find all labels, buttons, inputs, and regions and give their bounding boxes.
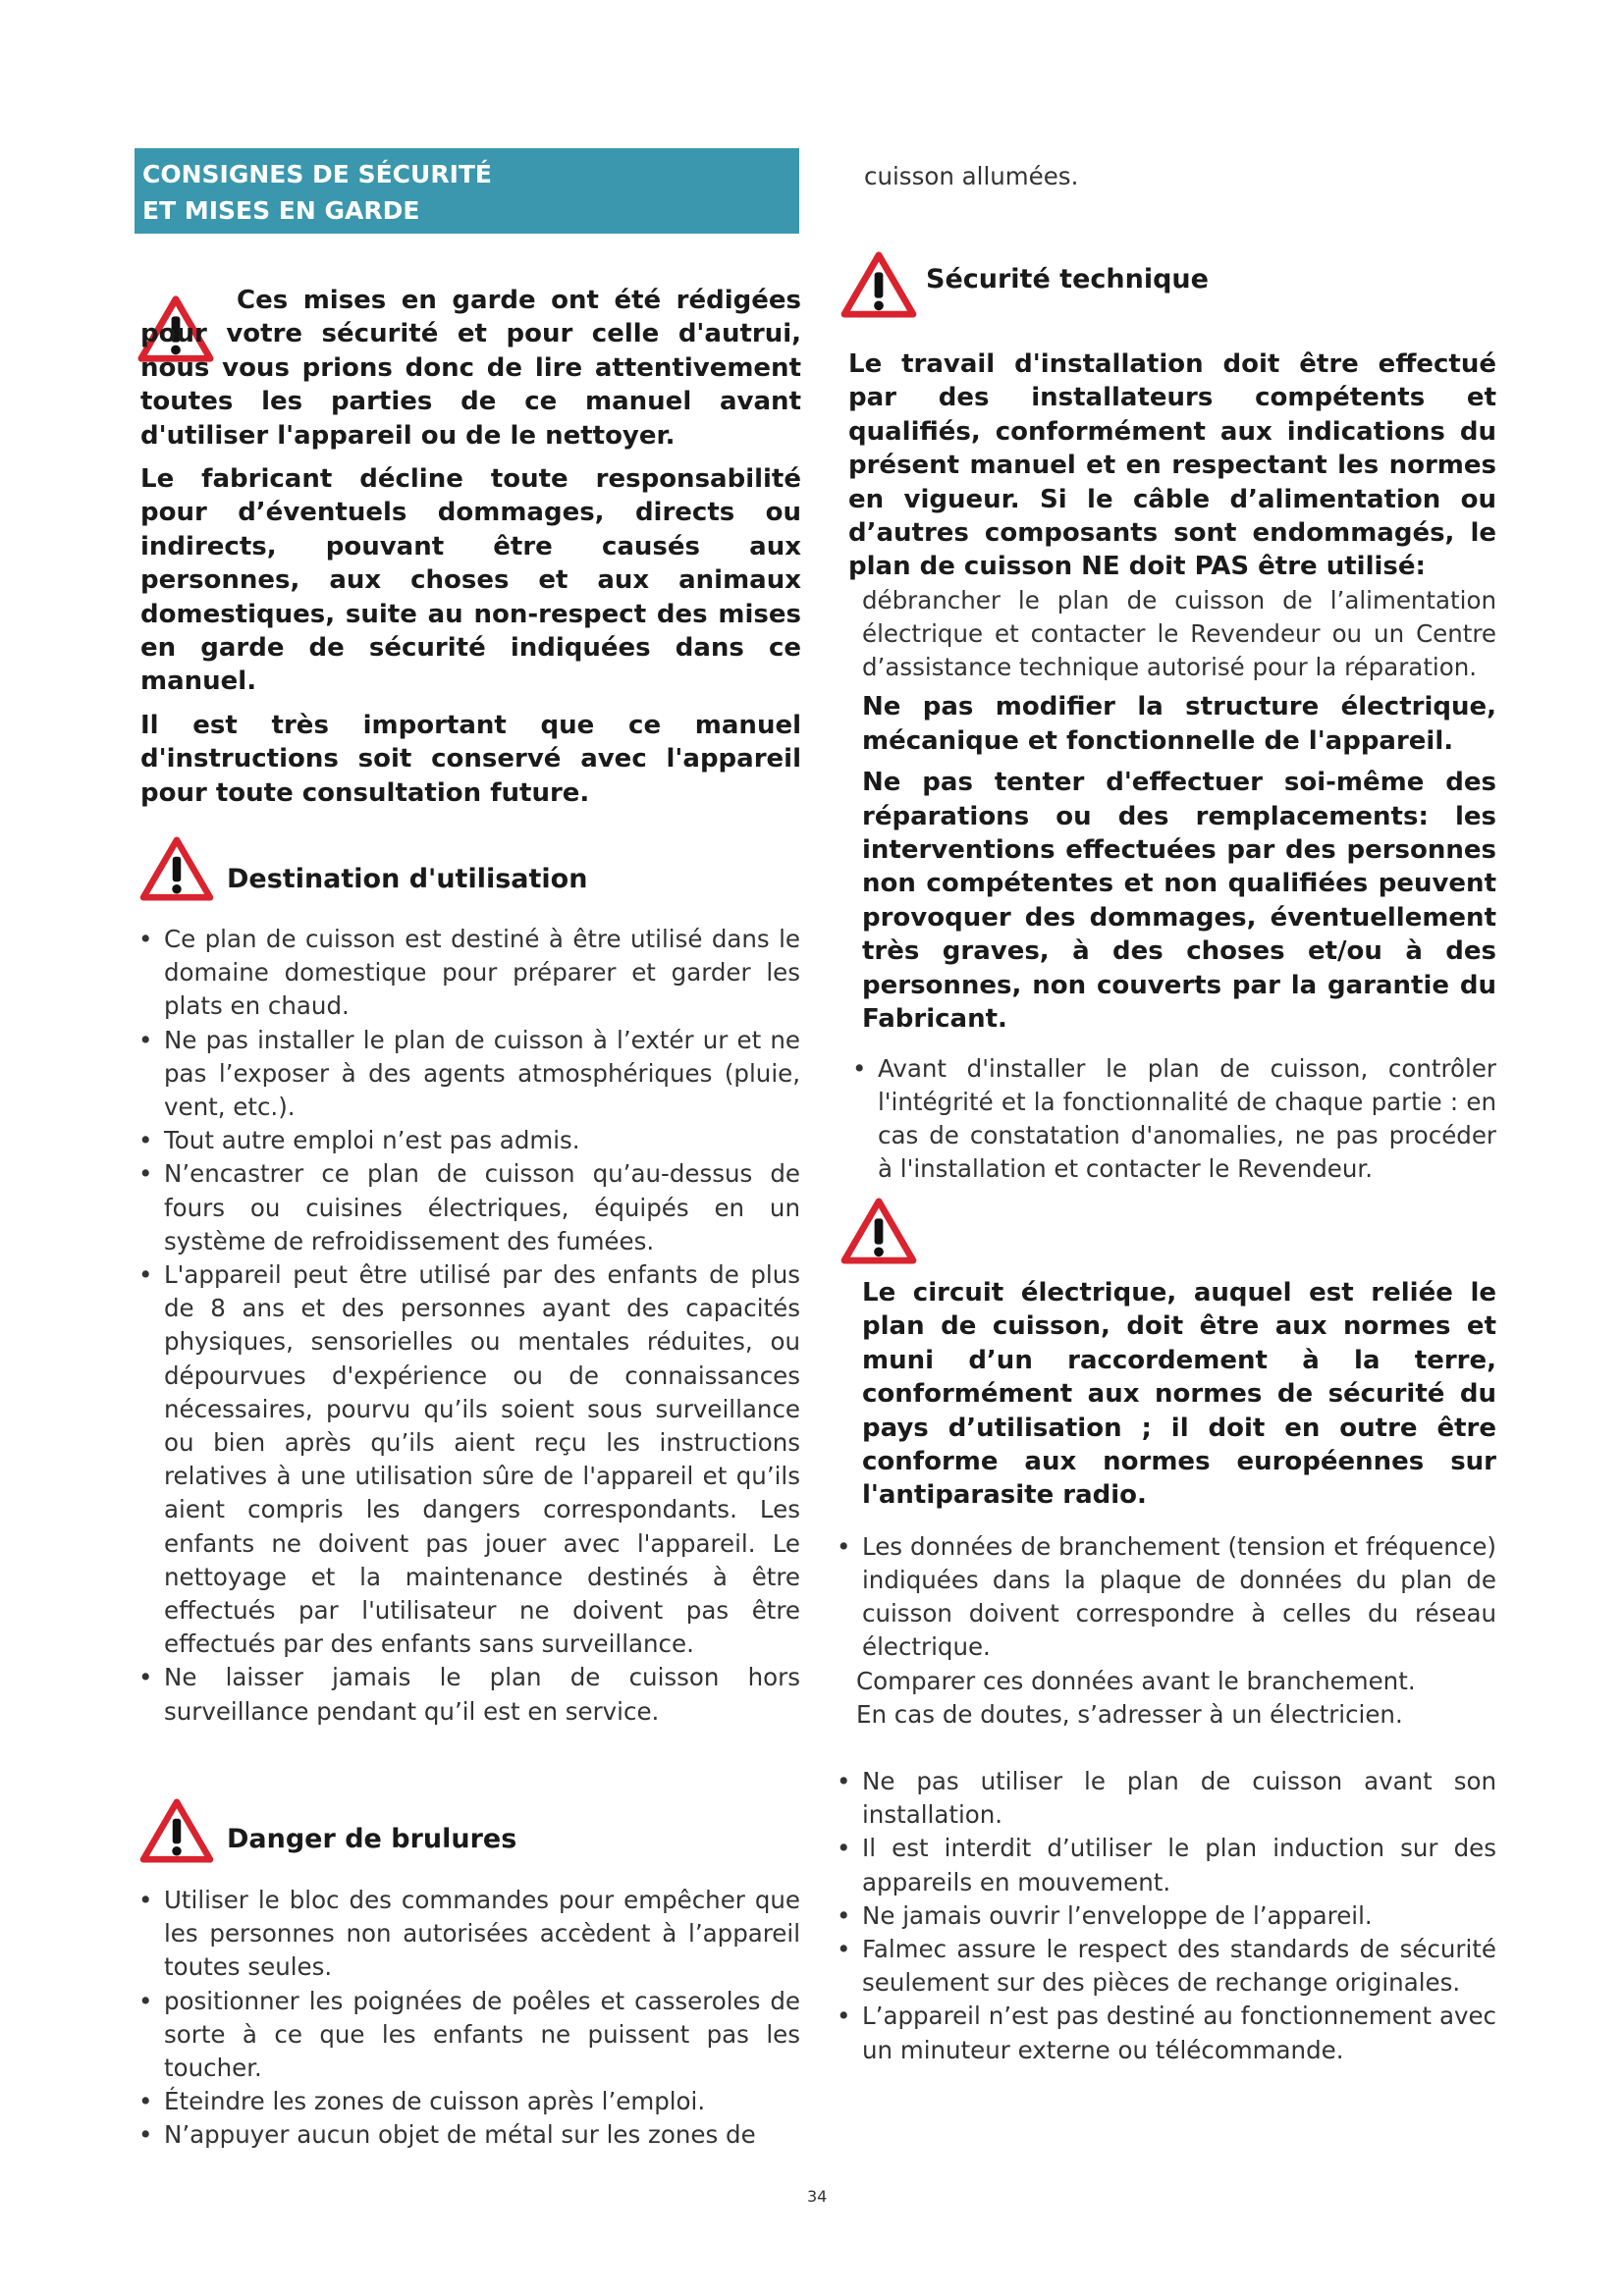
list-item: • Tout autre emploi n’est pas admis. [135,1124,800,1157]
list-item: • L’appareil n’est pas destiné au fonctionnement avec un minuteur externe ou télécommande. [833,2000,1496,2066]
list-item: • Ne pas installer le plan de cuisson à l’extér ur et ne pas l’exposer à des agents atmosphériques (pluie, vent, etc.). [135,1024,800,1125]
electrique-paragraph-1: Le circuit électrique, auquel est reliée le plan de cuisson, doit être aux normes et muni d’un raccordement à la terre, conformément aux normes de sécurité du pays d’utilisation ; il doit en outre être conforme aux normes européennes sur l'antiparasite radio. [862,1278,1496,1511]
brulures-list [135,1884,800,2153]
technique-list [848,1052,1496,1187]
list-item: • Ne laisser jamais le plan de cuisson hors surveillance pendant qu’il est en service. [135,1661,800,1728]
page-number: 34 [807,2187,828,2206]
technique-paragraph-2: Ne pas modifier la structure électrique, mécanique et fonctionnelle de l'appareil. [862,692,1496,756]
brulures-title: Danger de brulures [227,1824,517,1854]
intro-paragraph-1: Ces mises en garde ont été rédigées pour votre sécurité et pour celle d'autrui, nous vous prions donc de lire attentivement toutes les parties de ce manuel avant d'utiliser l'appareil ou de le nettoyer. [140,286,801,451]
destination-list-wrap [135,923,800,1729]
electrique-list-1 [833,1530,1496,1665]
intro-paragraph-2: Le fabricant décline toute responsabilité pour d’éventuels dommages, directs ou indirects, pouvant être causés aux personnes, aux choses et aux animaux domestiques, suite au non-respect des mises en garde de sécurité indiquées dans ce manuel. [140,464,801,697]
list-item: • Ce plan de cuisson est destiné à être utilisé dans le domaine domestique pour préparer et garder les plats en chaud. [135,923,800,1024]
technique-block [848,347,1496,1186]
list-item: • Falmec assure le respect des standards de sécurité seulement sur des pièces de rechange originales. [833,1933,1496,2000]
list-item: • Il est interdit d’utiliser le plan induction sur des appareils en mouvement. [833,1832,1496,1898]
technique-paragraph-1: Le travail d'installation doit être effectué par des installateurs compétents et qualifiés, conformément aux indications du présent manuel et en respectant les normes en vigueur. Si le câble d’alimentation ou d’autres composants sont endommagés, le plan de cuisson NE doit PAS être utilisé: [848,349,1496,582]
destination-title: Destination d'utilisation [227,864,588,894]
electrique-compare-line: Comparer ces données avant le branchement. [856,1666,1416,1695]
electrique-block [856,1276,1496,2067]
list-item: • Éteindre les zones de cuisson après l’emploi. [135,2085,800,2118]
section-header-line1: CONSIGNES DE SÉCURITÉ [142,160,493,188]
section-header-banner [135,148,799,234]
list-item: • Ne jamais ouvrir l’enveloppe de l’appareil. [833,1899,1496,1933]
technique-paragraph-3: Ne pas tenter d'effectuer soi-même des réparations ou des remplacements: les interventions effectuées par des personnes non compétentes et non qualifiées peuvent provoquer des dommages, éventuellement très graves, à des choses et/ou à des personnes, non couverts par la garantie du Fabricant. [862,768,1496,1035]
brulures-list-wrap [135,1884,800,2153]
electrique-list-2 [833,1765,1496,2067]
list-item: • Les données de branchement (tension et fréquence) indiquées dans la plaque de données du plan de cuisson doivent correspondre à celles du réseau électrique. [833,1530,1496,1665]
list-item: • N’appuyer aucun objet de métal sur les zones de [135,2118,800,2152]
warning-icon [139,836,214,901]
technique-title: Sécurité technique [926,264,1209,294]
electrique-doubt-line: En cas de doutes, s’adresser à un électricien. [856,1699,1403,1729]
list-item: • Ne pas utiliser le plan de cuisson avant son installation. [833,1765,1496,1832]
warning-icon [840,251,917,318]
list-item: • L'appareil peut être utilisé par des enfants de plus de 8 ans et des personnes ayant des capacités physiques, sensorielles ou mentales réduites, ou dépourvues d'expérience ou de connaissances nécessaires, pourvu qu’ils soient sous surveillance ou bien après qu’ils aient reçu les instructions relatives à une utilisation sûre de l'appareil et qu’ils aient compris les dangers correspondants. Les enfants ne doivent pas jouer avec l'appareil. Le nettoyage et la maintenance destinés à être effectués par l'utilisateur ne doivent pas être effectués par des enfants sans surveillance. [135,1258,800,1661]
technique-paragraph-1-light: débrancher le plan de cuisson de l’alimentation électrique et contacter le Revendeur ou un Centre d’assistance technique autorisé pour la réparation. [862,585,1496,682]
section-header-line2: ET MISES EN GARDE [142,196,420,225]
list-item: • Utiliser le bloc des commandes pour empêcher que les personnes non autorisées accèdent à l’appareil toutes seules. [135,1884,800,1985]
destination-list [135,923,800,1729]
list-item: • N’encastrer ce plan de cuisson qu’au-dessus de fours ou cuisines électriques, équipés en un système de refroidissement des fumées. [135,1157,800,1258]
intro-paragraph-3: Il est très important que ce manuel d'instructions soit conservé avec l'appareil pour toute consultation future. [140,710,801,808]
intro-block [140,284,801,810]
brulures-continuation: cuisson allumées. [864,162,1079,190]
list-item: • Avant d'installer le plan de cuisson, contrôler l'intégrité et la fonctionnalité de chaque partie : en cas de constatation d'anomalies, ne pas procéder à l'installation et contacter le Revendeur. [848,1052,1496,1187]
warning-icon [139,1798,214,1863]
warning-icon [840,1198,917,1264]
list-item: • positionner les poignées de poêles et casseroles de sorte à ce que les enfants ne puissent pas les toucher. [135,1985,800,2086]
